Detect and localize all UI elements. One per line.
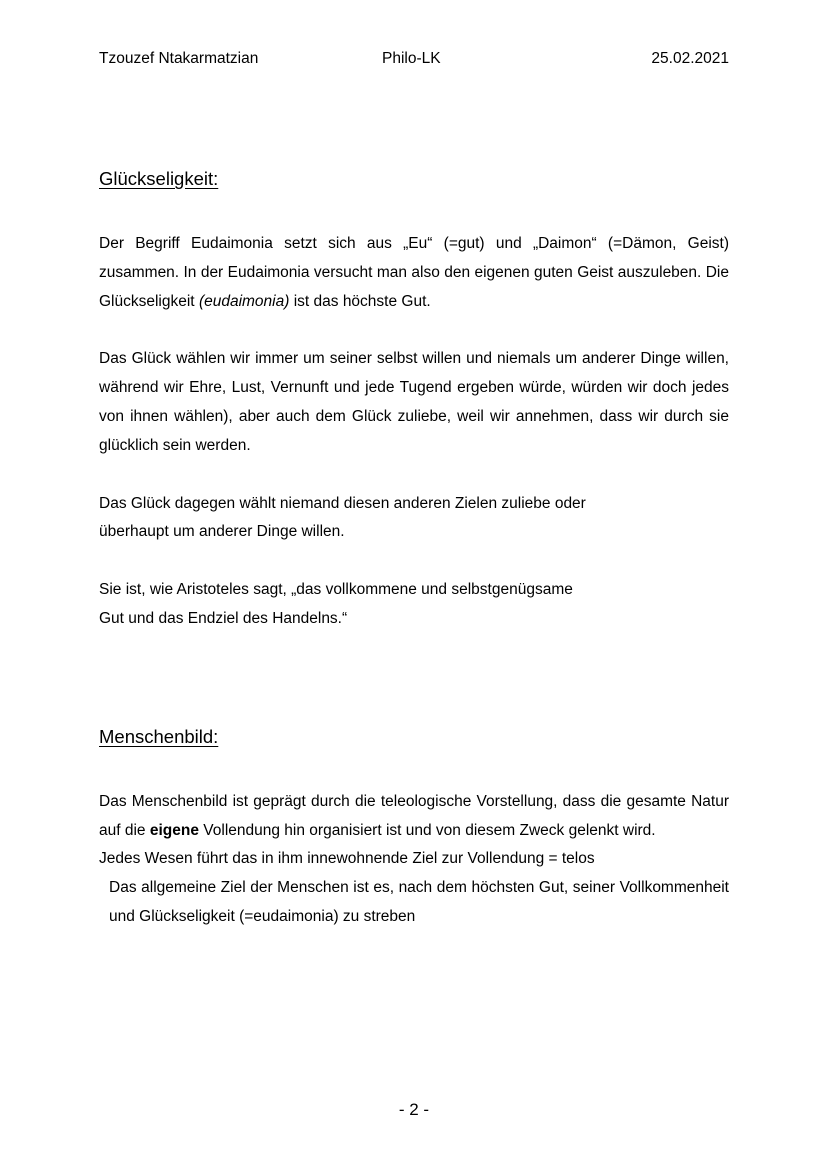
paragraph-line: Das Glück dagegen wählt niemand diesen anderen Zielen zuliebe oder	[99, 494, 586, 512]
paragraph-allgemeines-ziel: Das allgemeine Ziel der Menschen ist es, nach dem höchsten Gut, seiner Vollkommenheit und Glückseligkeit (=eudaimonia) zu streben	[109, 879, 729, 925]
paragraph-line: Sie ist, wie Aristoteles sagt, „das vollkommene und selbstgenügsame	[99, 581, 573, 599]
paragraph-line: Gut und das Endziel des Handelns.“	[99, 609, 348, 627]
paragraph-glueck-dagegen	[99, 490, 729, 548]
paragraph-aristoteles-quote	[99, 576, 729, 634]
paragraph-eudaimonia-definition	[99, 230, 729, 316]
paragraph-text: Vollendung hin organisiert ist und von diesem Zweck gelenkt wird.	[198, 821, 656, 839]
header-date: 25.02.2021	[651, 50, 729, 67]
paragraph-text: Der Begriff Eudaimonia setzt sich aus „Eu“ (=gut) und „Daimon“ (=Dämon, Geist) zusammen. In der Eudaimonia versucht man also den eigenen guten Geist auszuleben. Die Glückseligkeit	[99, 235, 729, 310]
header-author: Tzouzef Ntakarmatzian	[99, 50, 259, 67]
paragraph-telos: Jedes Wesen führt das in ihm innewohnende Ziel zur Vollendung = telos	[99, 850, 595, 868]
page-number: - 2 -	[398, 1100, 430, 1119]
paragraph-line: überhaupt um anderer Dinge willen.	[99, 523, 345, 541]
paragraph-menschenbild	[99, 788, 729, 846]
header-course: Philo-LK	[382, 50, 441, 67]
italic-term: (eudaimonia)	[198, 292, 290, 310]
paragraph-text: ist das höchste Gut.	[289, 292, 431, 310]
section-heading-menschenbild: Menschenbild:	[99, 725, 219, 747]
paragraph-text: Das Menschenbild ist geprägt durch die teleologische Vorstellung, dass die gesamte Natur auf die	[99, 792, 729, 839]
document-body	[99, 166, 729, 932]
paragraph-glueck-waehlen: Das Glück wählen wir immer um seiner selbst willen und niemals um anderer Dinge willen, während wir Ehre, Lust, Vernunft und jede Tugend ergeben würde, würden wir doch jedes von ihnen wählen), aber auch dem Glück zuliebe, weil wir annehmen, dass wir durch sie glücklich sein werden.	[99, 350, 729, 454]
bold-term: eigene	[149, 821, 199, 839]
section-heading-glueckseligkeit: Glückseligkeit:	[99, 168, 219, 189]
page-header	[99, 50, 729, 70]
